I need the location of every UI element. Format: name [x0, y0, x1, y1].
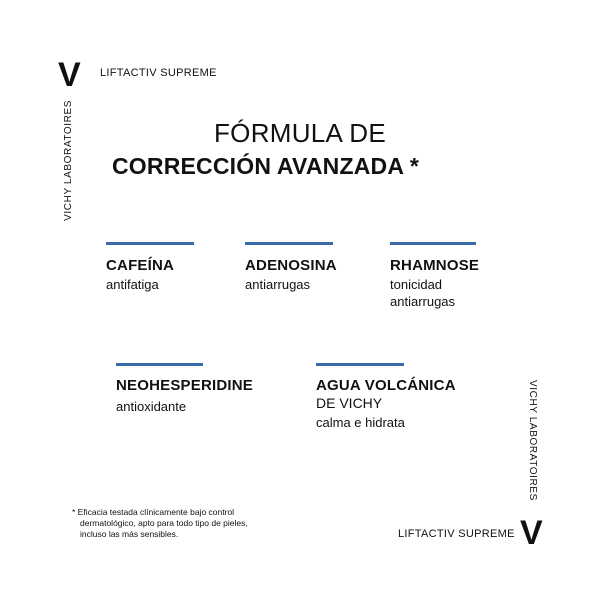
ingredient-benefit: calma e hidrata — [316, 415, 405, 430]
ingredient-name-continued: DE VICHY — [316, 395, 383, 411]
vichy-logo-top: V — [58, 56, 80, 94]
accent-bar — [390, 242, 476, 245]
footnote — [72, 507, 248, 540]
footnote-line: dermatológico, apto para todo tipo de pieles, — [80, 518, 248, 528]
accent-bar — [245, 242, 333, 245]
ingredient-adenosina — [245, 242, 385, 293]
footnote-line: * Eficacia testada clínicamente bajo control — [72, 507, 235, 517]
ingredient-benefit: antioxidante — [116, 399, 187, 414]
title-line1: FÓRMULA DE — [213, 118, 387, 148]
footnote-line: incluso las más sensibles. — [80, 529, 179, 539]
ingredient-name: ADENOSINA — [245, 257, 337, 274]
title-line2: CORRECCIÓN AVANZADA * — [112, 153, 420, 179]
accent-bar — [116, 363, 203, 366]
ingredient-benefit: antiarrugas — [245, 277, 311, 292]
ingredient-benefit: antifatiga — [106, 277, 159, 292]
accent-bar — [106, 242, 194, 245]
ingredient-name: CAFEÍNA — [106, 257, 175, 274]
vichy-logo-bottom: V — [520, 514, 542, 552]
ingredient-benefit: tonicidad — [390, 277, 443, 292]
ingredient-name: RHAMNOSE — [390, 257, 480, 274]
product-line-top: LIFTACTIV SUPREME — [100, 67, 217, 79]
ingredient-benefit: antiarrugas — [390, 294, 456, 309]
lab-name-left: VICHY LABORATOIRES — [63, 100, 74, 221]
ingredient-name: AGUA VOLCÁNICA — [316, 377, 456, 394]
ingredient-agua-volcanica — [316, 363, 516, 431]
ingredient-neohesperidine — [116, 363, 286, 415]
lab-name-right: VICHY LABORATOIRES — [527, 380, 538, 501]
ingredient-cafeina — [106, 242, 246, 293]
accent-bar — [316, 363, 404, 366]
ingredient-rhamnose — [390, 242, 530, 310]
ingredient-name: NEOHESPERIDINE — [116, 377, 253, 394]
product-line-bottom: LIFTACTIV SUPREME — [398, 528, 515, 540]
